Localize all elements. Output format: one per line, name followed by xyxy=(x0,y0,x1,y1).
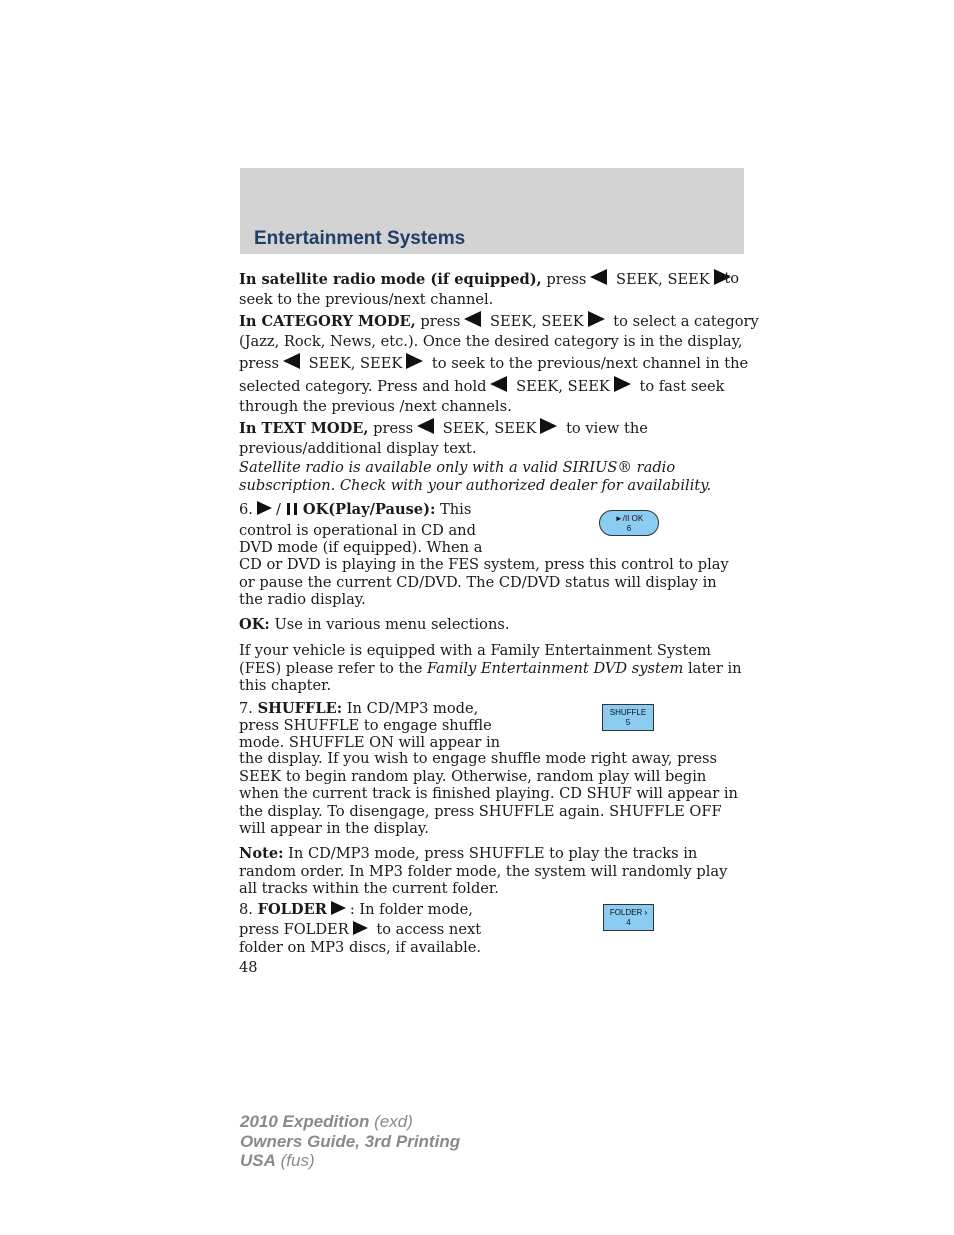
note-paragraph xyxy=(239,845,745,898)
seek-right-icon xyxy=(614,376,631,392)
sat-press: press xyxy=(546,271,587,288)
item6-slash: / xyxy=(275,501,281,518)
item7-line-2: press SHUFFLE to engage shuffle xyxy=(239,717,492,734)
ok-text: Use in various menu selections. xyxy=(274,616,510,633)
pause-icon xyxy=(287,503,297,515)
cat-line-5: through the previous /next channels. xyxy=(239,398,512,415)
sirius-note: Satellite radio is available only with a valid SIRIUS® radio subscription. Check with your authorized dealer for availability. xyxy=(239,459,712,494)
ok-button-label: ►/II OK xyxy=(614,514,644,523)
item6-line-3: DVD mode (if equipped). When a xyxy=(239,539,483,556)
item6-line-2: control is operational in CD and xyxy=(239,522,476,539)
seek-left-icon xyxy=(417,418,434,434)
item6-line-1 xyxy=(239,500,471,520)
cat-line-4 xyxy=(239,376,724,397)
seek-left-icon xyxy=(490,376,507,392)
footer-line-3 xyxy=(240,1151,460,1171)
note-label: Note: xyxy=(239,845,284,862)
folder-next-icon xyxy=(331,901,346,915)
item8-l2a: press FOLDER xyxy=(239,921,349,938)
cat-tail1: to select a category xyxy=(613,313,759,330)
footer-line-2 xyxy=(240,1132,460,1152)
footer-model: 2010 Expedition xyxy=(240,1112,370,1131)
ok-label: OK: xyxy=(239,616,270,633)
item6-label: OK(Play/Pause): xyxy=(302,501,436,518)
cat-tail3: to seek to the previous/next channel in the xyxy=(431,355,749,372)
footer-guide: Owners Guide, 3rd Printing xyxy=(240,1131,461,1151)
footer-line-1 xyxy=(240,1112,460,1132)
sat-seek: SEEK, SEEK xyxy=(615,271,710,288)
item8-line-2 xyxy=(239,920,481,940)
cat-tail4: to fast seek xyxy=(639,378,725,395)
folder-button-number: 4 xyxy=(626,918,631,927)
cat-line-3 xyxy=(239,353,748,374)
seek-right-icon xyxy=(588,311,605,327)
seek-right-icon xyxy=(540,418,557,434)
cat-seek2: SEEK, SEEK xyxy=(308,355,403,372)
cat-seek3: SEEK, SEEK xyxy=(516,378,610,395)
fes-b: later in this chapter. xyxy=(239,659,742,694)
folder-button-label-row xyxy=(604,908,653,918)
sat-line-2: seek to the previous/next channel. xyxy=(239,291,494,308)
cat-press: press xyxy=(420,313,461,330)
seek-left-icon xyxy=(464,311,481,327)
shuffle-button-label: SHUFFLE xyxy=(609,708,647,717)
item6-rest: CD or DVD is playing in the FES system, press this control to play or pause the current CD/DVD. The CD/DVD status will display in the radio display. xyxy=(239,556,729,608)
text-press: press xyxy=(373,420,414,437)
fes-italic: Family Entertainment DVD system xyxy=(427,659,684,677)
folder-button-label: FOLDER xyxy=(609,908,643,917)
cat-line4a: selected category. Press and hold xyxy=(239,378,487,395)
item8-l2b: to access next xyxy=(376,921,482,938)
footer-region-code: (fus) xyxy=(280,1151,315,1170)
seek-left-icon xyxy=(590,269,607,285)
item8-line-3: folder on MP3 discs, if available. xyxy=(239,939,482,956)
item8-num: 8. xyxy=(239,901,253,918)
item6-num: 6. xyxy=(239,501,253,518)
text-tail: to view the xyxy=(566,420,648,437)
seek-right-icon xyxy=(406,353,423,369)
ok-line xyxy=(239,615,509,635)
folder-arrow-icon: › xyxy=(644,908,648,917)
shuffle-button xyxy=(602,704,654,731)
fes-paragraph xyxy=(239,642,745,695)
item7-l1: In CD/MP3 mode, xyxy=(346,700,479,717)
section-title: Entertainment Systems xyxy=(254,228,466,249)
item8-label: FOLDER xyxy=(257,901,327,918)
play-icon xyxy=(257,501,272,515)
cat-lead: In CATEGORY MODE, xyxy=(239,313,416,330)
cat-line-1 xyxy=(239,311,759,332)
item7-num: 7. xyxy=(239,700,253,717)
item7-rest: the display. If you wish to engage shuffle mode right away, press SEEK to begin random play. Otherwise, random play will begin when the current track is finished playing. CD SHUF will appear in the display. To disengage, press SHUFFLE again. SHUFFLE OFF will appear in the display. xyxy=(239,750,738,837)
footer xyxy=(240,1112,460,1171)
text-line-1 xyxy=(239,418,648,439)
cat-press2: press xyxy=(239,355,279,372)
footer-model-code: (exd) xyxy=(374,1112,413,1131)
item6-this: This xyxy=(440,501,472,518)
cat-seek: SEEK, SEEK xyxy=(489,313,584,330)
cat-line-2: (Jazz, Rock, News, etc.). Once the desired category is in the display, xyxy=(239,333,743,350)
text-lead: In TEXT MODE, xyxy=(239,420,369,437)
note-text: In CD/MP3 mode, press SHUFFLE to play the tracks in random order. In MP3 folder mode, the system will randomly play all tracks within the current folder. xyxy=(239,845,728,897)
fes-a: If your vehicle is equipped with a Family Entertainment System (FES) please refer to the xyxy=(239,642,711,677)
sat-line-1 xyxy=(239,269,745,290)
seek-left-icon xyxy=(283,353,300,369)
item7-label: SHUFFLE: xyxy=(257,700,343,717)
text-seek: SEEK, SEEK xyxy=(442,420,537,437)
page-number: 48 xyxy=(239,959,258,976)
ok-button-number: 6 xyxy=(626,524,632,533)
footer-region: USA xyxy=(240,1151,276,1170)
sat-to: to xyxy=(724,270,739,287)
item7-line-3: mode. SHUFFLE ON will appear in xyxy=(239,734,501,751)
sat-lead: In satellite radio mode (if equipped), xyxy=(239,271,542,288)
text-line-2: previous/additional display text. xyxy=(239,440,477,457)
section-header-band xyxy=(240,168,744,254)
shuffle-button-number: 5 xyxy=(625,718,631,727)
folder-button xyxy=(603,904,654,931)
folder-next-icon xyxy=(353,921,368,935)
play-pause-ok-button xyxy=(599,510,659,536)
item8-l1: : In folder mode, xyxy=(349,901,473,918)
item8-line-1 xyxy=(239,900,473,920)
